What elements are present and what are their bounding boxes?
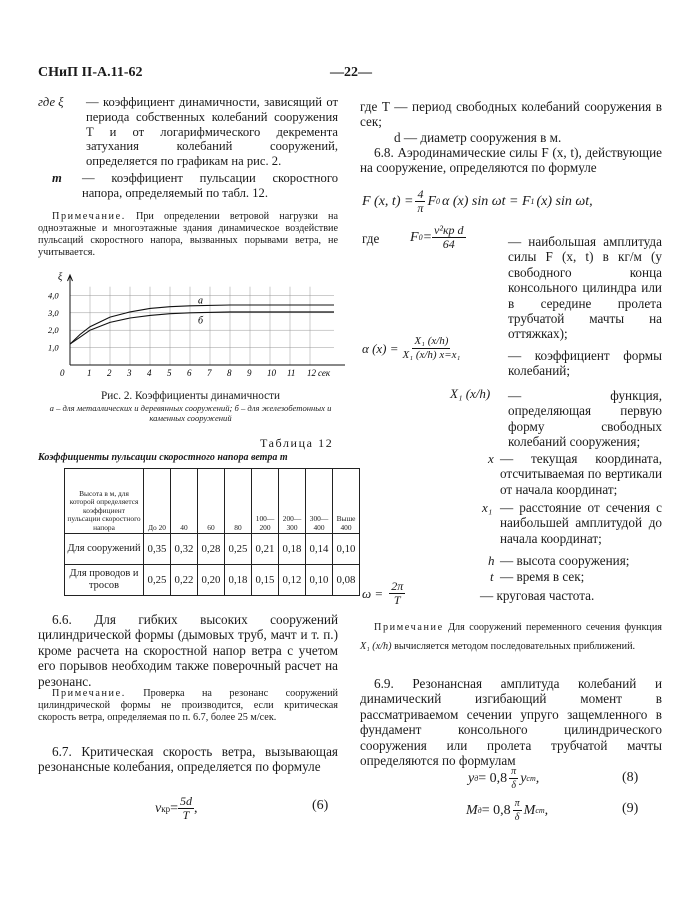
formula-6: v кр = $\frac{5d}{T}$ , xyxy=(155,794,198,822)
left-column xyxy=(38,95,338,259)
table-cell: 0,14 xyxy=(306,534,333,565)
page-number: —22— xyxy=(330,65,372,80)
chart-lines xyxy=(70,296,334,344)
table-cell: 0,18 xyxy=(225,565,252,596)
table-header-col: 40 xyxy=(171,469,198,534)
note-2: Примечание. Проверка на резонанс сооружений цилиндрической формы не производится, если критическая скорость ветра, определяемая по п. 6.7, более 25 м/сек. xyxy=(38,688,339,724)
paragraph-6-8: 6.8. Аэродинамические силы F (x, t), действующие на сооружение, определяются по формуле xyxy=(360,145,662,176)
table-cell: 0,10 xyxy=(333,534,360,565)
figure-caption: Рис. 2. Коэффициенты динамичности xyxy=(101,390,280,402)
formula-9-number: (9) xyxy=(622,801,639,816)
y-axis-label: ξ xyxy=(58,272,63,283)
table-cell: 0,12 xyxy=(279,565,306,596)
x-tick-label: 8 xyxy=(227,368,232,378)
x-tick-label: 4 xyxy=(147,368,152,378)
formula-F0: F 0 = $\frac{\text{v²кр d}}{64}$ xyxy=(410,223,464,251)
x-tick-label: 12 xyxy=(307,368,316,378)
chart-ticks xyxy=(47,272,331,378)
formula-9: M д = 0,8 $\frac{\pi}{\delta}$ M ст , xyxy=(466,798,549,823)
x-tick-label: 5 xyxy=(167,368,172,378)
x-tick-label: 6 xyxy=(187,368,192,378)
table-cell: 0,25 xyxy=(225,534,252,565)
where-label: где xyxy=(362,231,380,246)
table-cell: 0,10 xyxy=(306,565,333,596)
x-definition: — текущая координата, отсчитываемая по вертикали от начала координат; xyxy=(500,451,662,497)
pulsation-table xyxy=(64,468,360,596)
x-tick-label: 7 xyxy=(207,368,212,378)
formula-omega: ω = $\frac{2\pi}{T}$ xyxy=(362,579,404,607)
series-label: а xyxy=(198,295,203,307)
x-tick-label: 11 xyxy=(287,368,296,378)
y-tick-label: 2,0 xyxy=(48,325,59,336)
formula-alpha: α (x) = $\frac{\text{X₁ (x/h)}}{\text{X₁ (x/h) x=x₁}}$ xyxy=(362,335,461,361)
h-definition: — высота сооружения; xyxy=(500,553,630,568)
table-row xyxy=(65,534,360,565)
omega-definition: — круговая частота. xyxy=(480,588,595,603)
x-tick-label: 9 xyxy=(247,368,252,378)
x-tick-label: 0 xyxy=(60,368,65,378)
T-definition: где T — период свободных колебаний сооружения в сек; xyxy=(360,99,662,130)
X1-definition: — функция, определяющая первую форму свободных колебаний сооружения; xyxy=(508,388,662,450)
alpha-definition: — коэффициент формы колебаний; xyxy=(508,348,662,379)
table-cell: 0,20 xyxy=(198,565,225,596)
table-header-col: 80 xyxy=(225,469,252,534)
table-row xyxy=(65,565,360,596)
table-header-col: 300—400 xyxy=(306,469,333,534)
figure-subcaption: а – для металлических и деревянных сооружений; б – для железобетонных и каменных сооружений xyxy=(49,403,332,423)
h-symbol: h xyxy=(488,553,495,568)
table-cell: 0,28 xyxy=(198,534,225,565)
table-cell: 0,35 xyxy=(144,534,171,565)
dynamic-coefficient-chart xyxy=(40,270,360,385)
table-cell: 0,22 xyxy=(171,565,198,596)
table-header-col: 100—200 xyxy=(252,469,279,534)
x-axis-label: сек xyxy=(318,368,331,378)
y-tick-label: 1,0 xyxy=(48,342,59,353)
m-definition: m — коэффициент пульсации скоростного напора, определяемый по табл. 12. xyxy=(52,170,338,200)
table-header-col: До 20 xyxy=(144,469,171,534)
table-title: Коэффициенты пульсации скоростного напора ветра m xyxy=(38,452,288,463)
paragraph-6-7: 6.7. Критическая скорость ветра, вызывающая резонансные колебания, определяется по формуле xyxy=(38,744,338,775)
table-cell: 0,21 xyxy=(252,534,279,565)
xi-definition: где ξ — коэффициент динамичности, зависящий от периода собственных колебаний сооружения T и от логарифмического декремента затухания колебаний сооружений, определяется по графикам на рис. 2. xyxy=(38,95,338,169)
y-tick-label: 3,0 xyxy=(48,307,59,318)
chart-axes xyxy=(68,275,346,365)
document-code: СНиП II-А.11-62 xyxy=(38,65,143,80)
table-cell: 0,32 xyxy=(171,534,198,565)
table-number: Таблица 12 xyxy=(260,436,334,450)
paragraph-6-9: 6.9. Резонансная амплитуда колебаний и динамический изгибающий момент в рассматриваемом сечении упруго защемленного в фундамент консольного цилиндрического сооружения или пролета трубчатой мачты определяются по формулам xyxy=(360,676,662,769)
formula-F: F (x, t) = $\frac{4}{\pi}$ F 0 α (x) sin ωt = F 1 (x) sin ωt, xyxy=(362,187,593,215)
table-12 xyxy=(64,468,360,596)
table-header-height: Высота в м, для которой определяется коэффициент пульсации скоростного напора xyxy=(65,469,144,534)
formula-8-number: (8) xyxy=(622,770,639,785)
paragraph-6-6: 6.6. Для гибких высоких сооружений цилиндрической формы (дымовых труб, мачт и т. п.) кроме расчета на скоростной напор ветра с учетом его порывов необходим также поверочный расчет на резонанс. xyxy=(38,612,338,689)
note-1: Примечание. При определении ветровой нагрузки на одноэтажные и многоэтажные здания динамическое воздействие пульсаций скоростного напора, вызванных порывами ветра, не учитывается. xyxy=(38,210,338,259)
x-tick-label: 3 xyxy=(127,368,132,378)
formula-6-number: (6) xyxy=(312,798,329,813)
table-cell: 0,25 xyxy=(144,565,171,596)
table-cell: 0,18 xyxy=(279,534,306,565)
table-header-col: 200—300 xyxy=(279,469,306,534)
y-tick-label: 4,0 xyxy=(48,290,59,301)
F0-definition: — наибольшая амплитуда силы F (x, t) в кг/м (у свободного конца консольного цилиндра или в середине пролета трубчатой мачты на оттяжках); xyxy=(508,234,662,342)
x1-definition: — расстояние от сечения с наибольшей амплитудой до начала координат; xyxy=(500,500,662,546)
series-label: б xyxy=(198,315,204,327)
x-tick-label: 1 xyxy=(87,368,92,378)
x-tick-label: 10 xyxy=(267,368,276,378)
x-symbol: x xyxy=(488,451,494,466)
x1-symbol: x₁ xyxy=(482,500,493,515)
t-definition: — время в сек; xyxy=(500,569,585,584)
t-symbol: t xyxy=(490,569,494,584)
table-row-label: Для сооружений xyxy=(65,534,144,565)
table-row-label: Для проводов и тросов xyxy=(65,565,144,596)
table-header-col: Выше 400 xyxy=(333,469,360,534)
note-3: Примечание Для сооружений переменного сечения функция X₁ (x/h) вычисляется методом последовательных приближений. xyxy=(360,622,662,652)
d-definition: d — диаметр сооружения в м. xyxy=(394,130,562,145)
table-cell: 0,15 xyxy=(252,565,279,596)
formula-8: y д = 0,8 $\frac{\pi}{\delta}$ y ст , xyxy=(468,766,540,791)
X1-symbol: X₁ (x/h) xyxy=(450,386,491,401)
x-tick-label: 2 xyxy=(107,368,112,378)
table-header-col: 60 xyxy=(198,469,225,534)
table-cell: 0,08 xyxy=(333,565,360,596)
